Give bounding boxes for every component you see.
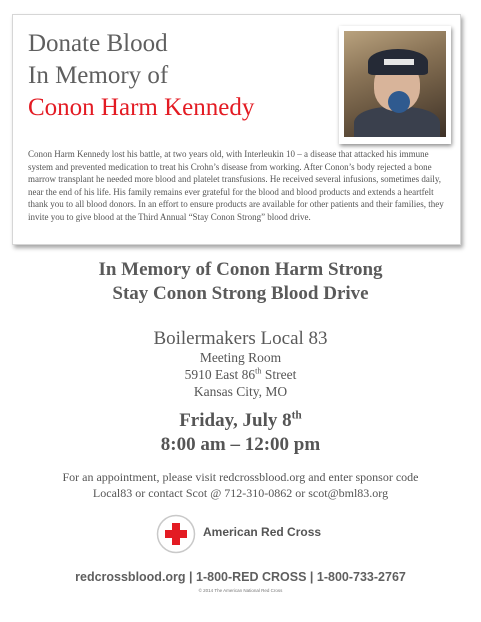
drive-title-line-2: Stay Conon Strong Blood Drive — [112, 283, 369, 304]
event-date-ordinal: th — [291, 409, 302, 422]
appointment-line-2: Local83 or contact Scot @ 712-310-0862 or scot@bml83.org — [92, 486, 389, 500]
memorial-card — [12, 14, 461, 245]
photo-image — [344, 31, 446, 137]
street-ordinal: th — [255, 366, 262, 376]
story-paragraph: Conon Harm Kennedy lost his battle, at two years old, with Interleukin 10 – a disease that attacked his immune system and prevented medication to treat his Crohn’s disease from working. After Conon’s body rejected a bone marrow transplant he needed more blood and platelet transfusions. He received several infusions, sometimes daily, near the end of his life. His family remains ever grateful for the blood and blood products and extends a heartfelt thank you to all blood donors. In an effort to ensure products are available for other patients and their families, they invite you to give blood at the Third Annual “Stay Conon Strong” blood drive. — [28, 149, 444, 222]
event-time: 8:00 am – 12:00 pm — [160, 434, 321, 455]
title-line-1: Donate Blood — [28, 30, 168, 57]
honoree-name: Conon Harm Kennedy — [28, 94, 255, 121]
venue-street — [0, 367, 481, 383]
org-name: American Red Cross — [203, 525, 322, 539]
title-line-2: In Memory of — [28, 62, 169, 89]
event-date — [0, 410, 481, 432]
copyright: © 2014 The American National Red Cross — [198, 588, 283, 593]
red-cross-logo-icon — [156, 514, 196, 554]
venue-room: Meeting Room — [199, 350, 282, 365]
child-photo — [339, 26, 451, 144]
drive-title-line-1: In Memory of Conon Harm Strong — [98, 259, 383, 280]
venue-city: Kansas City, MO — [193, 384, 288, 399]
venue-name: Boilermakers Local 83 — [153, 328, 328, 349]
street-number: 5910 East 86 — [184, 367, 256, 382]
appointment-line-1: For an appointment, please visit redcrossblood.org and enter sponsor code — [62, 470, 419, 484]
contact-line: redcrossblood.org | 1-800-RED CROSS | 1-800-733-2767 — [75, 570, 406, 584]
event-date-text: Friday, July 8 — [179, 410, 292, 431]
street-suffix: Street — [261, 367, 297, 382]
